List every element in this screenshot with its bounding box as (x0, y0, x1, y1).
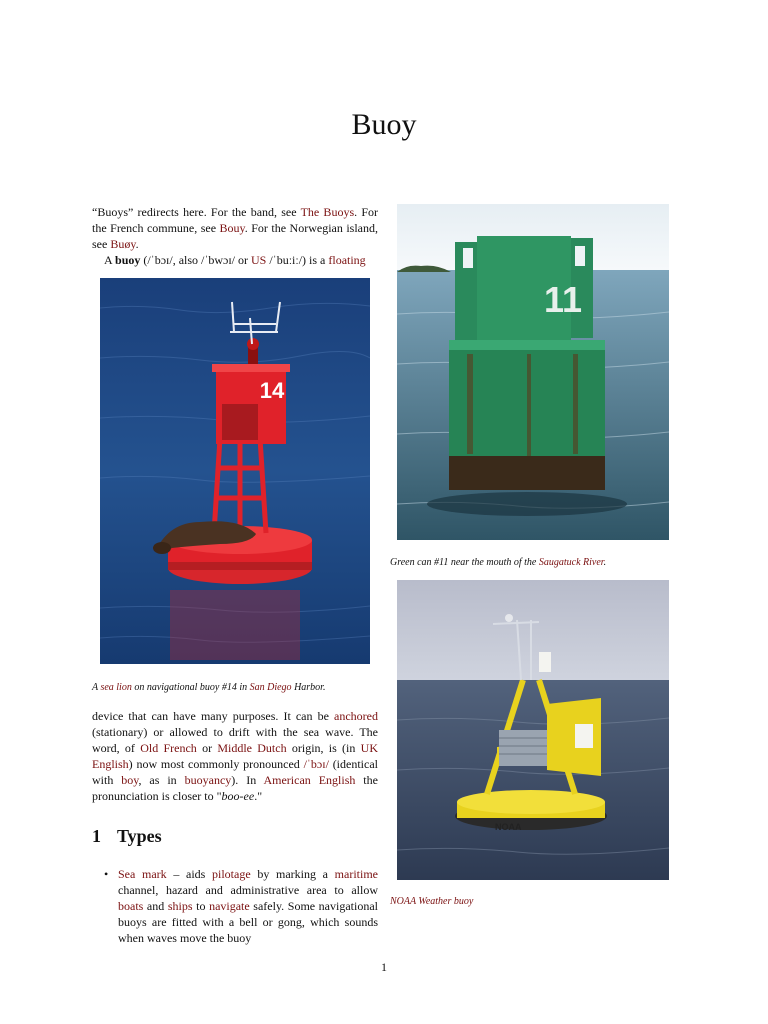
page-title: Buoy (351, 108, 417, 141)
link-saugatuck-river[interactable]: Saugatuck River (538, 557, 604, 568)
link-maritime[interactable]: maritime (334, 867, 378, 881)
intro-paragraph: “Buoys” redirects here. For the band, see The Buoys. For the French commune, see Bouy. For the Norwegian island, see Buøy. A buoy (/ˈbɔɪ/, also /ˈbwɔɪ/ or US /ˈbuːiː/) is a floating (92, 205, 379, 267)
green-can-photo (397, 204, 669, 540)
noaa-caption (390, 895, 680, 908)
link-buoy-island[interactable]: Buøy (110, 237, 136, 251)
link-anchored[interactable]: anchored (334, 709, 378, 723)
link-us[interactable]: US (251, 253, 267, 267)
noaa-buoy-photo (397, 580, 669, 880)
types-list (104, 866, 378, 946)
noaa-buoy-illustration (397, 580, 669, 880)
section-title: Types (117, 826, 162, 846)
link-uk-english[interactable]: UK English (92, 741, 378, 771)
link-sea-lion[interactable]: sea lion (100, 682, 132, 693)
link-ships[interactable]: ships (167, 899, 193, 913)
link-middle-dutch[interactable]: Middle Dutch (217, 741, 287, 755)
link-sea-mark[interactable]: Sea mark (118, 867, 167, 881)
green-can-caption: Green can #11 near the mouth of the Saugatuck River. (390, 557, 607, 568)
link-old-french[interactable]: Old French (140, 741, 197, 755)
link-san-diego[interactable]: San Diego (249, 682, 292, 693)
link-bouy[interactable]: Bouy (219, 221, 245, 235)
body-paragraph: device that can have many purposes. It can be anchored (stationary) or allowed to drift with the sea wave. The word, of Old French or Middle Dutch origin, is (in UK English) now most commonly pronounced /ˈbɔɪ/ (identical with boy, as in buoyancy). In American English the pronunciation is closer to "boo-ee." (92, 709, 379, 803)
page-number: 1 (381, 960, 387, 974)
link-pilotage[interactable]: pilotage (212, 867, 251, 881)
green-can-illustration (397, 204, 669, 540)
link-ipa[interactable]: /ˈbɔɪ/ (303, 757, 329, 771)
link-noaa-weather-buoy[interactable]: NOAA Weather buoy (390, 896, 474, 907)
term-buoy: buoy (115, 253, 141, 267)
noaa-hull-label: NOAA (495, 822, 522, 832)
link-buoyancy[interactable]: buoyancy (184, 773, 232, 787)
red-buoy-caption: A sea lion on navigational buoy #14 in San Diego Harbor. (92, 682, 326, 693)
section-number: 1 (92, 826, 101, 846)
red-buoy-illustration (100, 278, 370, 664)
bullet-dot: • (104, 867, 109, 881)
red-buoy-photo (100, 278, 370, 664)
link-boats[interactable]: boats (118, 899, 144, 913)
link-navigate[interactable]: navigate (209, 899, 250, 913)
link-the-buoys[interactable]: The Buoys (300, 205, 355, 219)
buoy-number-14: 14 (259, 378, 285, 403)
link-american-english[interactable]: American English (263, 773, 356, 787)
list-item: • Sea mark – aids pilotage by marking a maritime channel, hazard and administrative area to allow boats and ships to navigate safely. Some navigational buoys are fitted with a bell or gong, which sounds when waves move the buoy (104, 867, 379, 945)
link-floating[interactable]: floating (328, 253, 366, 267)
link-boy[interactable]: boy (121, 773, 139, 787)
section-heading-types (92, 826, 162, 847)
can-number-11: 11 (543, 279, 583, 320)
